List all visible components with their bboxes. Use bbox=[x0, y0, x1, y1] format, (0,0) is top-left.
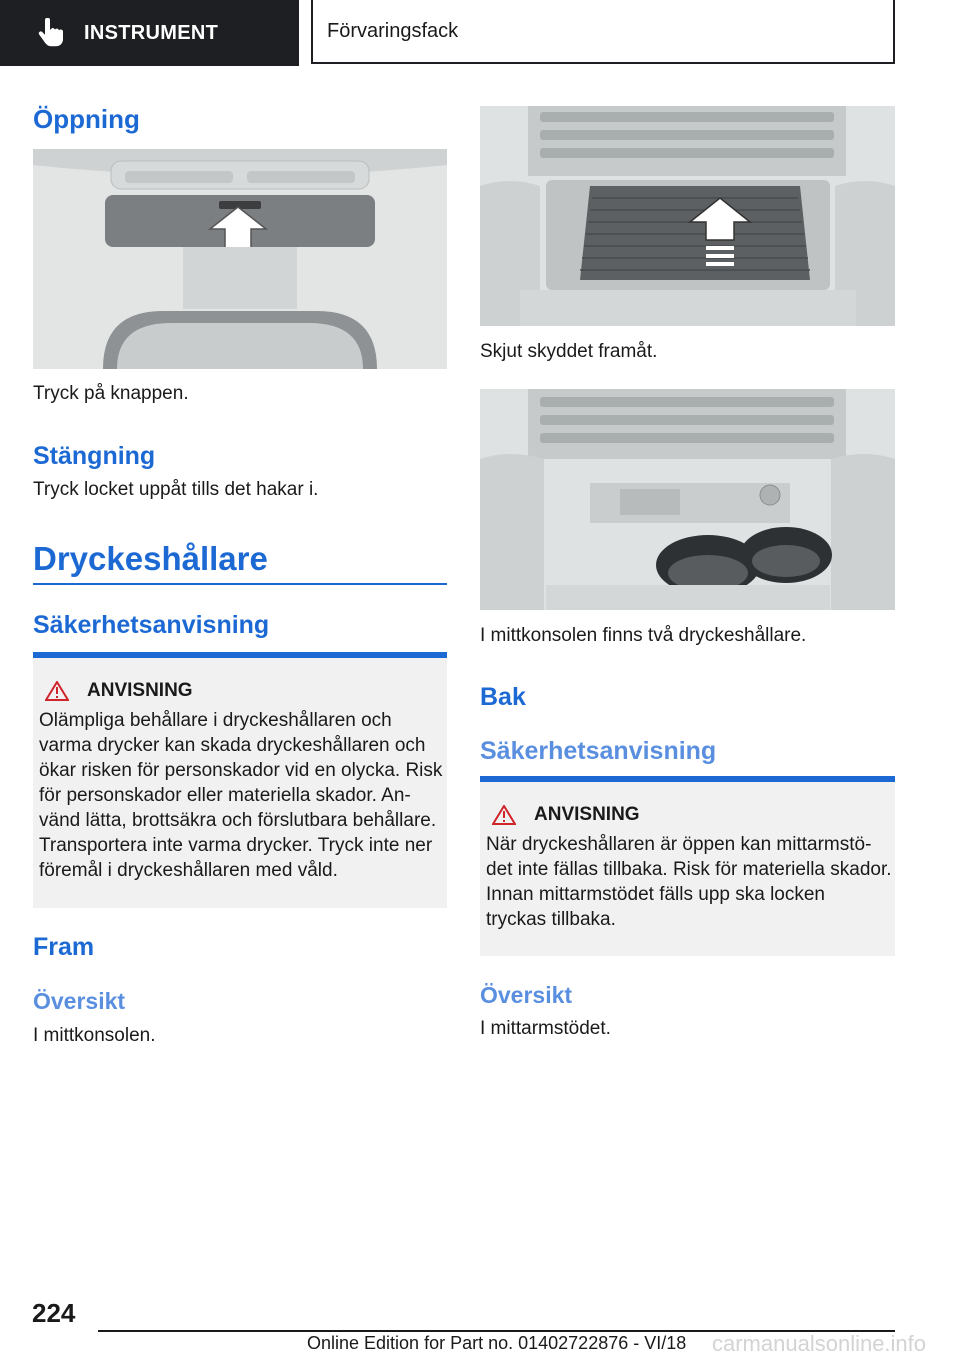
warning-line: ökar risken för personskador vid en olycka. Risk bbox=[39, 760, 443, 781]
section-title-sakerhet: Säkerhetsanvisning bbox=[33, 611, 270, 639]
section-title-bak: Bak bbox=[480, 683, 526, 711]
figure-console-cover bbox=[480, 106, 895, 326]
section-title-stangning: Stängning bbox=[33, 442, 156, 470]
section-title-fram: Fram bbox=[33, 933, 95, 961]
warning-header bbox=[39, 680, 447, 702]
warning-line: När dryckeshållaren är öppen kan mittarmstö‐ bbox=[486, 834, 872, 855]
stangning-text: Tryck locket uppåt tills det hakar i. bbox=[33, 479, 319, 500]
warning-box bbox=[33, 652, 447, 908]
warning-line: för personskador eller materiella skador. An‐ bbox=[39, 785, 411, 806]
hand-pointer-icon bbox=[38, 18, 64, 48]
figure-caption: Tryck på knappen. bbox=[33, 383, 189, 404]
warning-triangle-icon bbox=[492, 805, 516, 825]
section-title-oppning: Öppning bbox=[33, 104, 140, 134]
section-title-oversikt: Översikt bbox=[33, 988, 126, 1014]
oversikt-text: I mittkonsolen. bbox=[33, 1025, 156, 1046]
warning-header bbox=[486, 804, 895, 826]
warning-label: ANVISNING bbox=[534, 804, 640, 825]
section-title-sakerhet-bak: Säkerhetsanvisning bbox=[480, 737, 717, 765]
warning-line: Transportera inte varma drycker. Tryck inte ner bbox=[39, 835, 433, 856]
warning-line: det inte fällas tillbaka. Risk för materiella skador. bbox=[486, 859, 892, 880]
warning-line: vänd lätta, brottsäkra och förslutbara behållare. bbox=[39, 810, 437, 831]
warning-line: varma drycker kan skada dryckeshållaren och bbox=[39, 735, 426, 756]
watermark: carmanualsonline.info bbox=[712, 1331, 927, 1356]
section-label: INSTRUMENT bbox=[84, 21, 219, 44]
warning-text bbox=[39, 708, 447, 883]
figure-caption: I mittkonsolen finns två dryckeshållare. bbox=[480, 625, 807, 646]
warning-label: ANVISNING bbox=[87, 680, 193, 701]
warning-line: tryckas tillbaka. bbox=[486, 909, 616, 930]
warning-line: Olämpliga behållare i dryckeshållaren och bbox=[39, 710, 392, 731]
figure-cupholders bbox=[480, 389, 895, 610]
page-topic: Förvaringsfack bbox=[311, 0, 895, 64]
oversikt-text: I mittarmstödet. bbox=[480, 1018, 611, 1039]
warning-line: Innan mittarmstödet fälls upp ska locken bbox=[486, 884, 826, 905]
figure-caption: Skjut skyddet framåt. bbox=[480, 341, 658, 362]
warning-line: föremål i dryckeshållaren med våld. bbox=[39, 860, 338, 881]
title-underline bbox=[33, 583, 447, 585]
edition-text: Online Edition for Part no. 01402722876 - VI/18 bbox=[307, 1333, 687, 1353]
chapter-title-dryckeshallare: Dryckeshållare bbox=[33, 540, 268, 577]
warning-triangle-icon bbox=[45, 681, 69, 701]
figure-overhead-console bbox=[33, 149, 447, 369]
warning-text bbox=[486, 832, 895, 932]
page-number: 224 bbox=[32, 1298, 76, 1328]
section-title-oversikt-bak: Översikt bbox=[480, 982, 573, 1008]
section-tab bbox=[0, 0, 299, 66]
warning-box bbox=[480, 776, 895, 956]
